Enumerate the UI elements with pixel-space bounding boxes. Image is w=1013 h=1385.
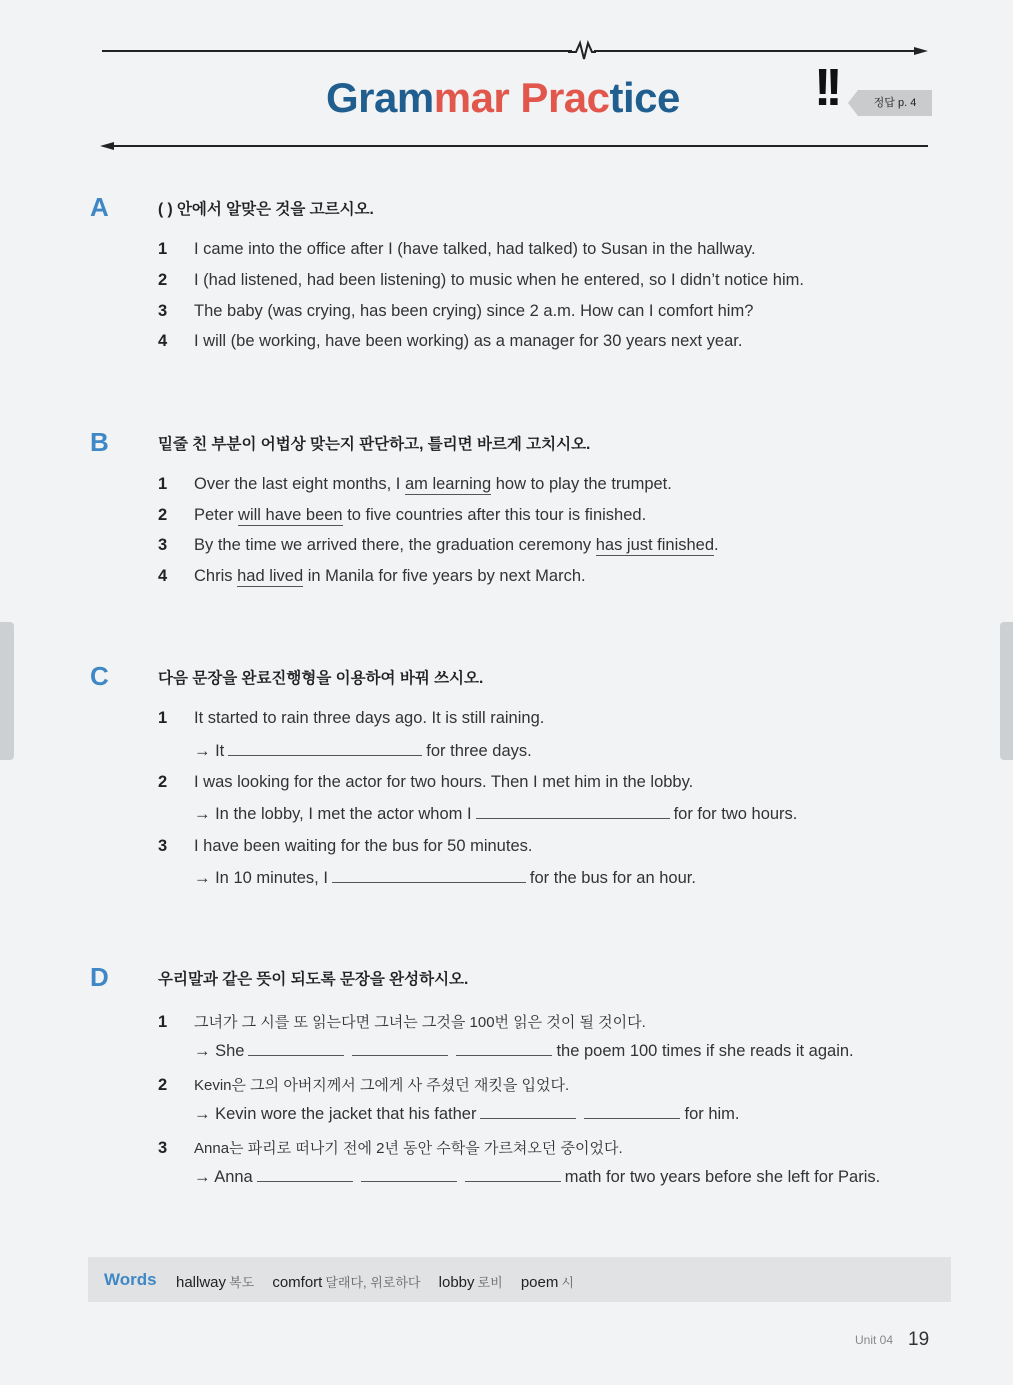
section-a-item-4 bbox=[158, 332, 742, 351]
arrow-icon: → bbox=[194, 742, 211, 760]
underlined-phrase: will have been bbox=[238, 506, 343, 524]
right-page-tab bbox=[1000, 622, 1013, 760]
item-number: 4 bbox=[158, 332, 168, 350]
arrow-left-icon bbox=[100, 140, 114, 152]
underlined-phrase: has just finished bbox=[595, 536, 715, 554]
answer-blank[interactable] bbox=[465, 1166, 561, 1182]
item-text: to five countries after this tour is finished. bbox=[342, 506, 647, 524]
title-part-1: Gram bbox=[326, 74, 434, 121]
word-en: lobby bbox=[438, 1274, 475, 1291]
word-ko: 시 bbox=[561, 1275, 574, 1290]
item-text: how to play the trumpet. bbox=[491, 475, 672, 493]
item-text: Over the last eight months, I bbox=[194, 475, 405, 493]
section-d-answer-1 bbox=[194, 1040, 854, 1061]
answer-suffix: math for two years before she left for Paris. bbox=[564, 1168, 881, 1186]
zigzag-ornament bbox=[566, 40, 596, 62]
item-number: 3 bbox=[158, 1139, 168, 1157]
exclamation-icon: !! bbox=[814, 59, 837, 117]
section-a-instruction: ( ) 안에서 알맞은 것을 고르시오. bbox=[158, 201, 374, 218]
section-b-item-2 bbox=[158, 506, 646, 525]
item-number: 3 bbox=[158, 536, 168, 554]
word-en: poem bbox=[520, 1274, 559, 1291]
word-ko: 복도 bbox=[229, 1275, 255, 1290]
arrow-icon: → bbox=[194, 869, 211, 887]
item-text: The baby (was crying, has been crying) since 2 a.m. How can I comfort him? bbox=[194, 302, 754, 320]
answer-blank[interactable] bbox=[228, 740, 422, 756]
section-d-instruction: 우리말과 같은 뜻이 되도록 문장을 완성하시오. bbox=[158, 971, 469, 988]
words-list bbox=[176, 1272, 588, 1291]
arrow-icon: → bbox=[194, 1042, 211, 1060]
section-a-letter: A bbox=[90, 192, 109, 222]
item-number: 3 bbox=[158, 837, 168, 855]
underlined-phrase: had lived bbox=[237, 567, 304, 585]
item-number: 4 bbox=[158, 567, 168, 585]
word-en: comfort bbox=[272, 1274, 323, 1291]
answer-blank[interactable] bbox=[361, 1166, 457, 1182]
section-c-item-3 bbox=[158, 837, 532, 856]
word-en: hallway bbox=[176, 1274, 227, 1291]
item-text: Peter bbox=[194, 506, 239, 524]
left-page-tab bbox=[0, 622, 14, 760]
section-b-item-4 bbox=[158, 567, 586, 586]
section-c-answer-2 bbox=[194, 803, 797, 824]
item-text: Kevin은 그의 아버지께서 그에게 사 주셨던 재킷을 입었다. bbox=[194, 1077, 570, 1094]
section-b-instruction: 밑줄 친 부분이 어법상 맞는지 판단하고, 틀리면 바르게 고치시오. bbox=[158, 436, 591, 453]
item-text: I have been waiting for the bus for 50 minutes. bbox=[194, 837, 533, 855]
answer-suffix: for him. bbox=[684, 1105, 740, 1123]
item-number: 2 bbox=[158, 506, 168, 524]
section-d-letter: D bbox=[90, 962, 109, 992]
section-a-item-3 bbox=[158, 302, 753, 321]
arrow-right-icon bbox=[914, 45, 928, 57]
answer-blank[interactable] bbox=[480, 1103, 576, 1119]
header-top-rule-right bbox=[594, 50, 920, 52]
item-text: Anna는 파리로 떠나기 전에 2년 동안 수학을 가르쳐오던 중이었다. bbox=[194, 1140, 623, 1157]
answer-prefix: Anna bbox=[214, 1168, 253, 1186]
item-number: 2 bbox=[158, 773, 168, 791]
item-text: 그녀가 그 시를 또 읽는다면 그녀는 그것을 100번 읽은 것이 될 것이다. bbox=[194, 1014, 646, 1031]
item-number: 3 bbox=[158, 302, 168, 320]
section-a-item-2 bbox=[158, 271, 804, 290]
word-ko: 로비 bbox=[477, 1275, 503, 1290]
item-number: 1 bbox=[158, 475, 168, 493]
section-d-item-1 bbox=[158, 1011, 646, 1032]
title-part-2: mar Prac bbox=[433, 74, 610, 121]
word-ko: 달래다, 위로하다 bbox=[325, 1275, 421, 1290]
section-b-item-1 bbox=[158, 475, 672, 494]
answer-blank[interactable] bbox=[584, 1103, 680, 1119]
item-number: 2 bbox=[158, 1076, 168, 1094]
item-text: I came into the office after I (have talked, had talked) to Susan in the hallway. bbox=[194, 240, 756, 258]
item-text: . bbox=[714, 536, 719, 554]
item-number: 1 bbox=[158, 709, 168, 727]
header-bottom-rule bbox=[110, 145, 928, 147]
item-text: in Manila for five years by next March. bbox=[303, 567, 586, 585]
answer-blank[interactable] bbox=[257, 1166, 353, 1182]
answer-blank[interactable] bbox=[248, 1040, 344, 1056]
item-text: By the time we arrived there, the graduation ceremony bbox=[194, 536, 596, 554]
item-text: I will (be working, have been working) as a manager for 30 years next year. bbox=[194, 332, 743, 350]
header-top-rule-left bbox=[102, 50, 572, 52]
item-text: Chris bbox=[194, 567, 238, 585]
answer-suffix: for the bus for an hour. bbox=[529, 869, 696, 887]
answer-suffix: for for two hours. bbox=[673, 805, 798, 823]
answer-suffix: for three days. bbox=[426, 742, 532, 760]
section-d-item-2 bbox=[158, 1074, 569, 1095]
answer-blank[interactable] bbox=[332, 867, 526, 883]
item-number: 1 bbox=[158, 240, 168, 258]
arrow-icon: → bbox=[194, 1105, 211, 1123]
section-b-letter: B bbox=[90, 427, 109, 457]
section-a-item-1 bbox=[158, 240, 756, 259]
answer-prefix: She bbox=[215, 1042, 245, 1060]
section-c-instruction: 다음 문장을 완료진행형을 이용하여 바꿔 쓰시오. bbox=[158, 670, 484, 687]
section-c-item-1 bbox=[158, 709, 544, 728]
section-c-answer-3 bbox=[194, 867, 696, 888]
item-number: 2 bbox=[158, 271, 168, 289]
item-text: I was looking for the actor for two hours. Then I met him in the lobby. bbox=[194, 773, 694, 791]
answer-blank[interactable] bbox=[352, 1040, 448, 1056]
section-d-item-3 bbox=[158, 1137, 623, 1158]
page-number: 19 bbox=[908, 1329, 930, 1350]
title-part-3: tice bbox=[609, 74, 680, 121]
words-label: Words bbox=[104, 1270, 157, 1289]
answer-reference-tag: 정답 p. 4 bbox=[858, 90, 932, 116]
section-c-answer-1 bbox=[194, 740, 532, 761]
answer-prefix: In the lobby, I met the actor whom I bbox=[215, 805, 472, 823]
words-bar bbox=[88, 1257, 951, 1302]
answer-prefix: It bbox=[215, 742, 225, 760]
item-text: It started to rain three days ago. It is still raining. bbox=[194, 709, 545, 727]
item-number: 1 bbox=[158, 1013, 168, 1031]
answer-blank[interactable] bbox=[456, 1040, 552, 1056]
page-title bbox=[326, 74, 680, 122]
answer-blank[interactable] bbox=[476, 803, 670, 819]
section-d-answer-2 bbox=[194, 1103, 740, 1124]
answer-prefix: In 10 minutes, I bbox=[215, 869, 328, 887]
answer-prefix: Kevin wore the jacket that his father bbox=[215, 1105, 477, 1123]
item-text: I (had listened, had been listening) to music when he entered, so I didn’t notice him. bbox=[194, 271, 804, 289]
answer-suffix: the poem 100 times if she reads it again. bbox=[556, 1042, 854, 1060]
unit-label: Unit 04 bbox=[855, 1333, 894, 1347]
underlined-phrase: am learning bbox=[404, 475, 492, 493]
arrow-icon: → bbox=[194, 805, 211, 823]
section-c-letter: C bbox=[90, 661, 109, 691]
section-c-item-2 bbox=[158, 773, 693, 792]
section-d-answer-3 bbox=[194, 1166, 880, 1187]
section-b-item-3 bbox=[158, 536, 719, 555]
arrow-icon: → bbox=[194, 1168, 211, 1186]
